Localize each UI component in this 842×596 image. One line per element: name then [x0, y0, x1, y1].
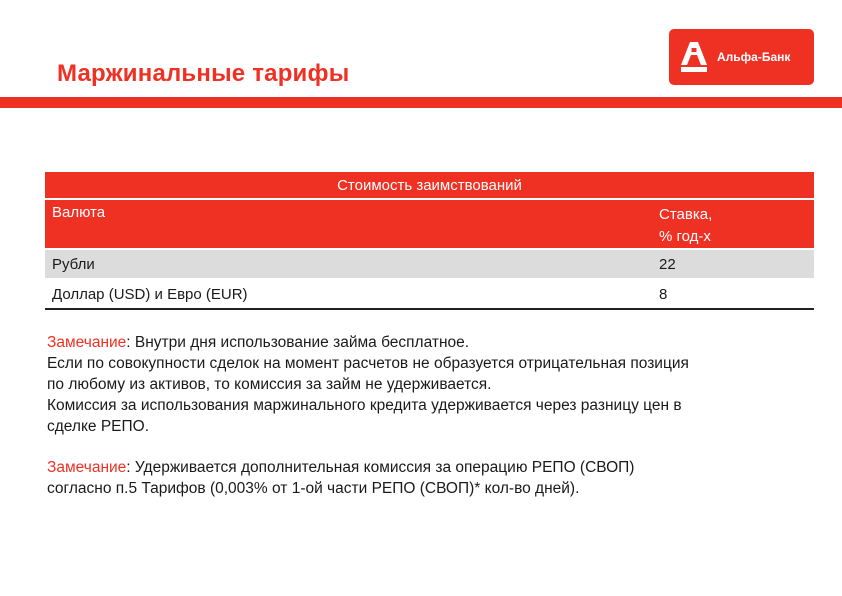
row-currency: Доллар (USD) и Евро (EUR)	[52, 286, 248, 303]
row-currency: Рубли	[52, 256, 95, 273]
note-line: сделке РЕПО.	[47, 418, 150, 435]
note-text: : Удерживается дополнительная комиссия за операцию РЕПО (СВОП)	[126, 459, 635, 476]
row-rate: 22	[659, 256, 676, 273]
note-line: Комиссия за использования маржинального кредита удерживается через разницу цен в	[47, 397, 682, 414]
note-text: : Внутри дня использование займа бесплатное.	[126, 334, 470, 351]
note-line: по любому из активов, то комиссия за займ не удерживается.	[47, 376, 492, 393]
rate-header-line1: Ставка,	[659, 206, 713, 223]
note-line: Если по совокупности сделок на момент расчетов не образуется отрицательная позиция	[47, 355, 689, 372]
table-row	[45, 250, 814, 280]
note-label: Замечание	[47, 334, 127, 351]
borrowing-cost-table	[45, 172, 814, 310]
note-line: согласно п.5 Тарифов (0,003% от 1-ой части РЕПО (СВОП)* кол-во дней).	[47, 480, 580, 497]
note-line	[47, 332, 817, 353]
bank-logo	[669, 29, 814, 85]
notes-spacer	[47, 437, 817, 457]
column-header-rate	[659, 204, 712, 248]
rate-header-line2: % год-х	[659, 228, 711, 245]
alfa-logo-icon	[681, 42, 707, 72]
notes-section	[47, 332, 817, 499]
table-row	[45, 280, 814, 310]
header-divider	[45, 198, 814, 200]
note-line	[47, 457, 817, 478]
page-title: Маржинальные тарифы	[57, 60, 350, 87]
title-underline	[0, 97, 842, 108]
note-label: Замечание	[47, 459, 127, 476]
table-header	[45, 172, 814, 250]
logo-text: Альфа-Банк	[717, 50, 791, 64]
row-rate: 8	[659, 286, 668, 303]
table-caption: Стоимость заимствований	[337, 177, 522, 194]
column-header-currency: Валюта	[52, 204, 106, 221]
